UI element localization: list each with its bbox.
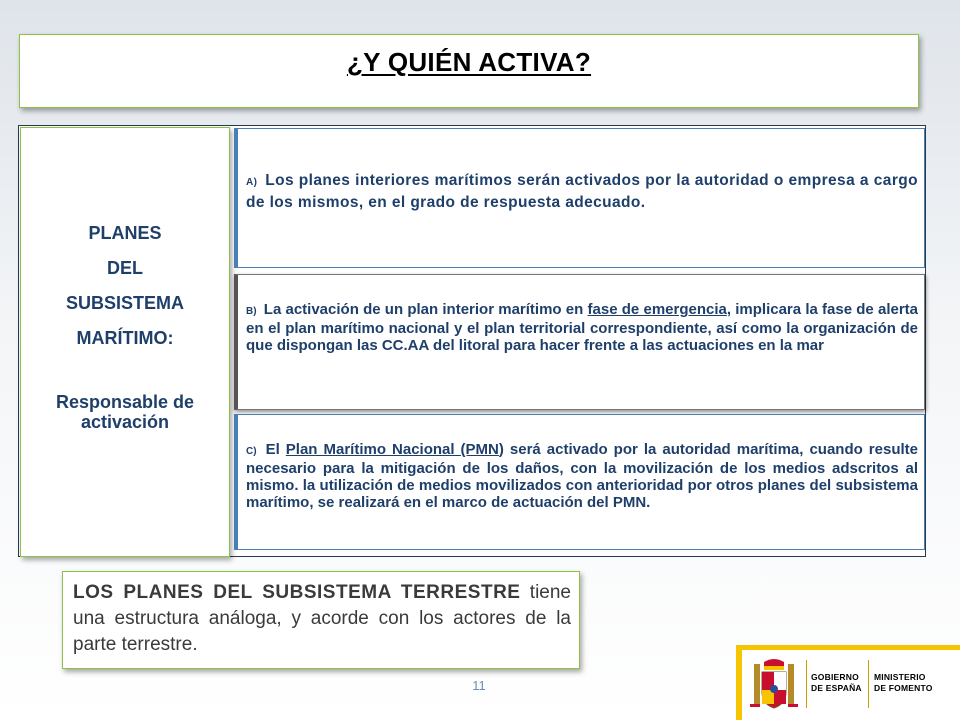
item-marker: A) (246, 177, 258, 188)
panel-c-body-end: ) será activado por la autoridad marítima, cuando resulte necesario para la mitigación de los daños, con la movilización de los medios adscritos al mismo. la utilización de medios movilizados con anterioridad por otros planes del subsistema marítimo, se realizará en el marco de actuación del PMN. (246, 441, 918, 511)
coat-of-arms-icon (748, 656, 800, 714)
heading-line: MARÍTIMO: (76, 328, 174, 348)
ministry-label (874, 672, 956, 694)
slide-title: ¿Y QUIÉN ACTIVA? (346, 47, 592, 77)
panel-b-body-end: , implicara la fase de alerta en el plan marítimo nacional y el plan territorial correspondiente, así como la organización de que dispongan las CC.AA del litoral para hacer frente a las actuaciones en la mar (246, 301, 919, 354)
panel-a-body: Los planes interiores marítimos serán activados por la autoridad o empresa a cargo de los mismos, en el grado de respuesta adecuado. (246, 172, 918, 211)
item-marker: B) (246, 306, 257, 317)
heading-line: SUBSISTEMA (65, 293, 184, 313)
bottom-note-rest: tiene una estructura análoga, y acorde con los actores de la parte terrestre. (73, 582, 572, 655)
responsible-label (21, 392, 229, 432)
panel-c (234, 414, 925, 550)
item-marker: C) (246, 446, 257, 457)
panel-c-body-start: El (265, 441, 286, 458)
left-panel-heading (21, 216, 229, 356)
logo-line: GOBIERNO (811, 672, 859, 682)
bottom-note-text (73, 580, 571, 658)
panel-c-text (246, 441, 918, 511)
heading-line: PLANES (88, 223, 162, 243)
logo-line: DE ESPAÑA (811, 683, 862, 693)
logo-line: MINISTERIO (874, 672, 926, 682)
responsible-line: activación (80, 412, 170, 432)
left-panel (20, 127, 230, 557)
logo-divider (868, 660, 869, 708)
panel-b-underlined: fase de emergencia (587, 301, 727, 318)
logo-line: DE FOMENTO (874, 683, 933, 693)
bottom-note-box (62, 571, 580, 669)
government-label (811, 672, 867, 694)
panel-a (234, 128, 925, 268)
page-number: 11 (472, 678, 486, 693)
bottom-note-bold: LOS PLANES DEL SUBSISTEMA TERRESTRE (73, 582, 521, 603)
panel-b-text (246, 301, 918, 354)
panel-b-body-start: La activación de un plan interior marítimo en (263, 301, 588, 318)
title-box (19, 34, 919, 108)
panel-c-underlined: Plan Marítimo Nacional (PMN (285, 441, 499, 458)
heading-line: DEL (107, 258, 143, 278)
panel-a-text (246, 171, 918, 213)
panel-b (234, 274, 925, 410)
responsible-line: Responsable de (55, 392, 195, 412)
logo-divider (806, 660, 807, 708)
